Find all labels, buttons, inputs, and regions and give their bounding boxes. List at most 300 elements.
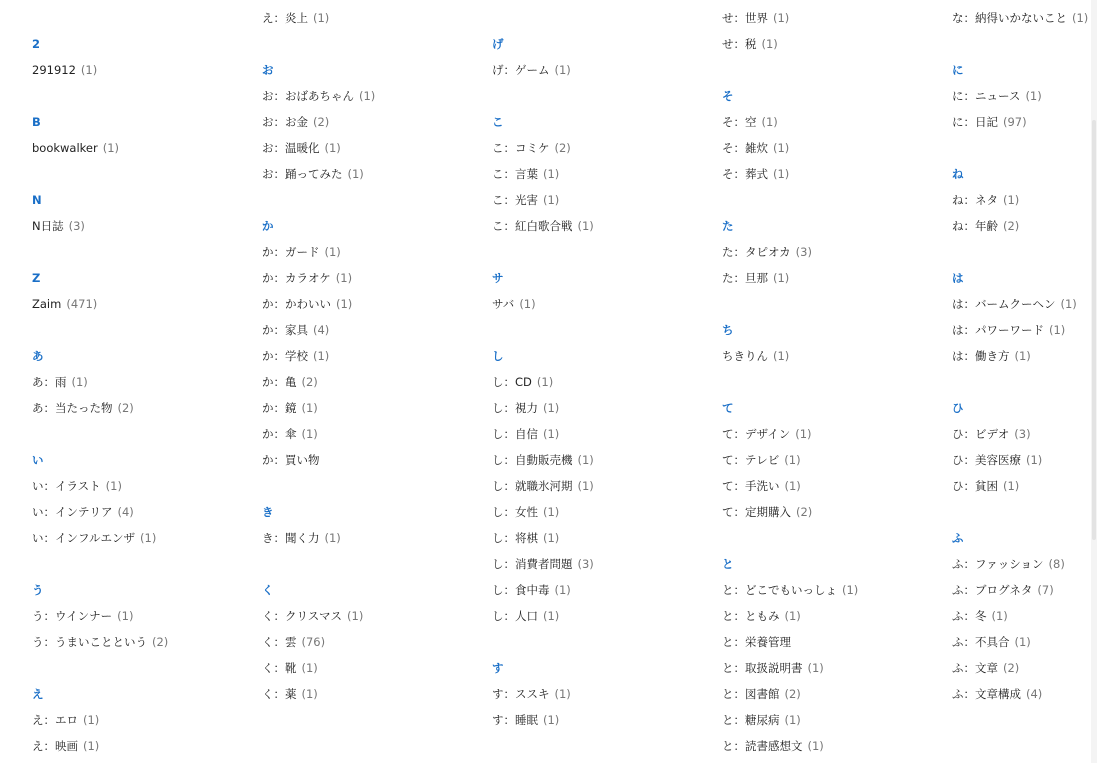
category-name: ふ：冬	[952, 609, 987, 623]
spacer	[722, 57, 952, 83]
category-link[interactable]	[722, 499, 952, 525]
category-name: あ：当たった物	[32, 401, 113, 415]
category-name: お：温暖化	[262, 141, 320, 155]
category-count: (1)	[543, 401, 560, 415]
category-link[interactable]	[722, 343, 952, 369]
category-name: ひ：ビデオ	[952, 427, 1010, 441]
category-link[interactable]	[32, 499, 262, 525]
category-name: か：カラオケ	[262, 271, 331, 285]
category-name: く：雲	[262, 635, 297, 649]
category-link[interactable]	[952, 213, 1097, 239]
category-link[interactable]	[952, 473, 1097, 499]
spacer	[952, 239, 1097, 265]
category-name: と：どこでもいっしょ	[722, 583, 837, 597]
category-name: こ：紅白歌合戦	[492, 219, 573, 233]
category-name: く：薬	[262, 687, 297, 701]
spacer	[952, 499, 1097, 525]
category-link[interactable]	[262, 317, 492, 343]
category-name: な：納得いかないこと	[952, 11, 1067, 25]
category-link[interactable]	[722, 5, 952, 31]
index-heading: し	[492, 349, 504, 363]
category-link[interactable]	[952, 577, 1097, 603]
category-name: た：タピオカ	[722, 245, 791, 259]
index-heading: 2	[32, 37, 41, 51]
category-name: は：バームクーヘン	[952, 297, 1056, 311]
category-link[interactable]	[952, 551, 1097, 577]
category-link[interactable]	[952, 187, 1097, 213]
index-heading: ち	[722, 323, 734, 337]
index-heading: う	[32, 583, 44, 597]
category-link[interactable]	[262, 421, 492, 447]
category-name: に：日記	[952, 115, 998, 129]
category-name: あ：雨	[32, 375, 67, 389]
category-count: (3)	[795, 245, 812, 259]
category-link[interactable]	[492, 473, 722, 499]
category-count: (2)	[1003, 219, 1020, 233]
category-link[interactable]	[952, 109, 1097, 135]
category-link[interactable]	[32, 291, 262, 317]
category-name: く：クリスマス	[262, 609, 343, 623]
category-name: こ：コミケ	[492, 141, 550, 155]
category-column	[722, 5, 952, 759]
category-name: そ：空	[722, 115, 757, 129]
spacer	[32, 317, 262, 343]
category-link[interactable]	[492, 291, 722, 317]
index-heading: い	[32, 453, 44, 467]
category-name: N日誌	[32, 219, 64, 233]
category-name: ね：年齢	[952, 219, 998, 233]
category-count: (1)	[807, 661, 824, 675]
index-heading: え	[32, 687, 44, 701]
category-count: (1)	[301, 401, 318, 415]
index-heading: す	[492, 661, 504, 675]
category-name: し：将棋	[492, 531, 538, 545]
category-link[interactable]	[32, 525, 262, 551]
category-count: (1)	[784, 609, 801, 623]
category-name: い：インテリア	[32, 505, 113, 519]
category-name: ちきりん	[722, 349, 768, 363]
spacer	[722, 525, 952, 551]
category-link[interactable]	[492, 525, 722, 551]
category-count: (1)	[324, 531, 341, 545]
category-count: (1)	[795, 427, 812, 441]
category-count: (1)	[543, 609, 560, 623]
category-name: し：視力	[492, 401, 538, 415]
category-count: (1)	[784, 479, 801, 493]
category-link[interactable]	[952, 421, 1097, 447]
category-name: く：靴	[262, 661, 297, 675]
category-link[interactable]	[722, 421, 952, 447]
category-count: (1)	[301, 687, 318, 701]
category-name: し：人口	[492, 609, 538, 623]
category-count: (1)	[543, 193, 560, 207]
category-name: ひ：貧困	[952, 479, 998, 493]
index-heading: Z	[32, 271, 41, 285]
category-name: bookwalker	[32, 141, 98, 155]
category-count: (1)	[1014, 635, 1031, 649]
category-link[interactable]	[262, 629, 492, 655]
category-link[interactable]	[262, 83, 492, 109]
category-link[interactable]	[492, 707, 722, 733]
index-heading: ひ	[952, 401, 964, 415]
index-heading: た	[722, 219, 734, 233]
category-name: し：自動販売機	[492, 453, 573, 467]
category-link[interactable]	[722, 31, 952, 57]
category-column	[32, 31, 262, 759]
spacer	[722, 291, 952, 317]
category-name: え：エロ	[32, 713, 78, 727]
category-link[interactable]	[722, 109, 952, 135]
category-count: (1)	[324, 245, 341, 259]
category-count: (1)	[1003, 193, 1020, 207]
category-count: (1)	[1072, 11, 1089, 25]
category-count: (1)	[536, 375, 554, 389]
category-link[interactable]	[32, 213, 262, 239]
category-name: せ：世界	[722, 11, 768, 25]
category-count: (1)	[773, 11, 790, 25]
spacer	[32, 239, 262, 265]
category-name: う：ウインナー	[32, 609, 113, 623]
index-heading: ふ	[952, 531, 964, 545]
category-link[interactable]	[722, 655, 952, 681]
category-count: (1)	[773, 167, 790, 181]
category-link[interactable]	[262, 109, 492, 135]
category-count: (1)	[543, 531, 560, 545]
index-heading: あ	[32, 349, 44, 363]
category-count: (4)	[117, 505, 134, 519]
category-link[interactable]	[952, 603, 1097, 629]
category-link[interactable]	[492, 499, 722, 525]
category-name: と：図書館	[722, 687, 780, 701]
category-link[interactable]	[952, 681, 1097, 707]
category-column	[492, 31, 722, 733]
category-name: ひ：美容医療	[952, 453, 1021, 467]
index-heading: ね	[952, 167, 964, 181]
category-name: ふ：不具合	[952, 635, 1010, 649]
spacer	[32, 655, 262, 681]
category-count: (1)	[117, 609, 134, 623]
category-name: ふ：文章構成	[952, 687, 1021, 701]
spacer	[492, 317, 722, 343]
category-name: し：就職氷河期	[492, 479, 573, 493]
category-name: ふ：ブログネタ	[952, 583, 1033, 597]
category-name: と：ともみ	[722, 609, 780, 623]
category-count: (1)	[347, 609, 364, 623]
category-count: (1)	[577, 479, 594, 493]
index-heading: に	[952, 63, 964, 77]
category-count: (1)	[807, 739, 824, 753]
category-name: い：インフルエンザ	[32, 531, 136, 545]
category-link[interactable]	[952, 447, 1097, 473]
category-name: え：映画	[32, 739, 78, 753]
category-count: (1)	[991, 609, 1008, 623]
category-count: (1)	[313, 349, 330, 363]
category-name: せ：税	[722, 37, 757, 51]
category-count: (1)	[335, 271, 353, 285]
category-name: か：傘	[262, 427, 297, 441]
index-heading: げ	[492, 37, 504, 51]
spacer	[32, 551, 262, 577]
index-heading: そ	[722, 89, 734, 103]
category-count: (1)	[313, 11, 330, 25]
spacer	[32, 421, 262, 447]
category-count: (1)	[577, 453, 594, 467]
category-name: ね：ネタ	[952, 193, 998, 207]
category-name: て：テレビ	[722, 453, 780, 467]
category-name: お：おばあちゃん	[262, 89, 354, 103]
category-name: か：かわいい	[262, 297, 331, 311]
category-link[interactable]	[492, 603, 722, 629]
category-link[interactable]	[952, 343, 1097, 369]
category-link[interactable]	[262, 603, 492, 629]
category-count: (1)	[577, 219, 594, 233]
category-link[interactable]	[492, 135, 722, 161]
category-link[interactable]	[492, 187, 722, 213]
category-name: す：ススキ	[492, 687, 550, 701]
category-count: (1)	[359, 89, 376, 103]
category-link[interactable]	[32, 707, 262, 733]
index-heading: て	[722, 401, 734, 415]
category-name: か：亀	[262, 375, 297, 389]
category-count: (7)	[1037, 583, 1054, 597]
category-count: (1)	[773, 141, 790, 155]
category-link[interactable]	[262, 135, 492, 161]
category-name: こ：言葉	[492, 167, 538, 181]
category-count: (3)	[1014, 427, 1031, 441]
category-link[interactable]	[32, 733, 262, 759]
category-count: (1)	[543, 713, 560, 727]
category-link[interactable]	[262, 265, 492, 291]
category-name: そ：葬式	[722, 167, 768, 181]
category-link[interactable]	[952, 629, 1097, 655]
category-name: と：取扱説明書	[722, 661, 803, 675]
category-count: (1)	[83, 713, 100, 727]
spacer	[492, 239, 722, 265]
category-link[interactable]	[32, 369, 262, 395]
category-link[interactable]	[952, 655, 1097, 681]
category-count: (2)	[301, 375, 318, 389]
category-link[interactable]	[262, 239, 492, 265]
category-count: (1)	[773, 349, 790, 363]
category-name: Zaim	[32, 297, 62, 311]
category-name: ふ：ファッション	[952, 557, 1044, 571]
category-name: に：ニュース	[952, 89, 1021, 103]
category-link[interactable]	[492, 681, 722, 707]
category-name: し：自信	[492, 427, 538, 441]
category-count: (2)	[313, 115, 330, 129]
category-link[interactable]	[262, 343, 492, 369]
category-count: (1)	[1003, 479, 1020, 493]
index-heading: く	[262, 583, 274, 597]
spacer	[262, 551, 492, 577]
category-count: (1)	[554, 583, 571, 597]
index-heading: こ	[492, 115, 504, 129]
category-name: か：買い物	[262, 453, 320, 467]
category-name: え：炎上	[262, 11, 308, 25]
spacer	[492, 83, 722, 109]
category-name: は：パワーワード	[952, 323, 1044, 337]
category-count: (1)	[1014, 349, 1031, 363]
category-count: (2)	[1003, 661, 1020, 675]
category-name: き：聞く力	[262, 531, 320, 545]
category-name: と：栄養管理	[722, 635, 791, 649]
category-name: い：イラスト	[32, 479, 101, 493]
category-count: (1)	[105, 479, 122, 493]
category-name: し：女性	[492, 505, 538, 519]
category-count: (1)	[543, 427, 560, 441]
category-name: ふ：文章	[952, 661, 998, 675]
category-link[interactable]	[32, 135, 262, 161]
category-link[interactable]	[262, 369, 492, 395]
category-count: (471)	[66, 297, 98, 311]
category-count: (1)	[83, 739, 100, 753]
category-count: (1)	[1049, 323, 1066, 337]
category-count: (1)	[761, 115, 778, 129]
category-link[interactable]	[492, 395, 722, 421]
spacer	[492, 629, 722, 655]
category-count: (4)	[1026, 687, 1043, 701]
category-count: (8)	[1048, 557, 1065, 571]
category-count: (2)	[117, 401, 134, 415]
category-name: て：デザイン	[722, 427, 791, 441]
category-link[interactable]	[952, 291, 1097, 317]
category-link[interactable]	[262, 5, 492, 31]
category-name: し：CD	[492, 375, 532, 389]
category-count: (2)	[152, 635, 169, 649]
category-link[interactable]	[722, 681, 952, 707]
index-heading: は	[952, 271, 964, 285]
category-count: (1)	[543, 505, 560, 519]
category-column	[952, 5, 1097, 707]
spacer	[952, 369, 1097, 395]
category-count: (1)	[1026, 453, 1043, 467]
category-name: か：家具	[262, 323, 308, 337]
category-name: お：踊ってみた	[262, 167, 343, 181]
category-count: (1)	[1060, 297, 1077, 311]
category-count: (1)	[301, 427, 318, 441]
category-link[interactable]	[32, 629, 262, 655]
category-link[interactable]	[722, 161, 952, 187]
category-count: (1)	[554, 63, 571, 77]
category-link[interactable]	[722, 473, 952, 499]
category-link[interactable]	[722, 447, 952, 473]
category-link[interactable]	[722, 733, 952, 759]
category-count: (97)	[1003, 115, 1027, 129]
category-count: (1)	[324, 141, 341, 155]
category-link[interactable]	[722, 239, 952, 265]
category-name: こ：光害	[492, 193, 538, 207]
category-count: (4)	[313, 323, 330, 337]
index-heading: B	[32, 115, 41, 129]
index-heading: か	[262, 219, 274, 233]
category-count: (1)	[784, 453, 801, 467]
category-count: (1)	[842, 583, 859, 597]
category-link[interactable]	[722, 603, 952, 629]
category-count: (1)	[1025, 89, 1042, 103]
category-count: (1)	[140, 531, 157, 545]
spacer	[262, 473, 492, 499]
category-link[interactable]	[262, 655, 492, 681]
scrollbar-thumb[interactable]	[1092, 120, 1096, 540]
category-count: (1)	[784, 713, 801, 727]
category-count: (1)	[773, 271, 790, 285]
category-name: か：鏡	[262, 401, 297, 415]
category-count: (2)	[796, 505, 813, 519]
category-link[interactable]	[32, 473, 262, 499]
category-link[interactable]	[722, 629, 952, 655]
category-link[interactable]	[722, 577, 952, 603]
category-column	[262, 5, 492, 707]
category-name: お：お金	[262, 115, 308, 129]
category-link[interactable]	[492, 421, 722, 447]
category-count: (76)	[301, 635, 326, 649]
category-link[interactable]	[32, 395, 262, 421]
index-heading: と	[722, 557, 734, 571]
category-link[interactable]	[262, 291, 492, 317]
category-count: (1)	[554, 687, 571, 701]
category-name: 291912	[32, 63, 76, 77]
category-link[interactable]	[492, 57, 722, 83]
category-link[interactable]	[262, 681, 492, 707]
category-link[interactable]	[492, 551, 722, 577]
category-count: (1)	[543, 167, 560, 181]
category-link[interactable]	[262, 161, 492, 187]
category-name: と：糖尿病	[722, 713, 780, 727]
category-link[interactable]	[492, 213, 722, 239]
index-heading: お	[262, 63, 274, 77]
category-link[interactable]	[722, 135, 952, 161]
category-name: げ：ゲーム	[492, 63, 550, 77]
category-name: し：消費者問題	[492, 557, 573, 571]
index-heading: サ	[492, 271, 504, 285]
spacer	[952, 31, 1097, 57]
category-link[interactable]	[492, 369, 722, 395]
spacer	[722, 369, 952, 395]
category-name: す：睡眠	[492, 713, 538, 727]
category-link[interactable]	[492, 577, 722, 603]
category-link[interactable]	[722, 265, 952, 291]
spacer	[262, 187, 492, 213]
category-link[interactable]	[952, 317, 1097, 343]
category-name: し：食中毒	[492, 583, 550, 597]
category-link[interactable]	[32, 603, 262, 629]
category-count: (1)	[336, 297, 353, 311]
spacer	[722, 187, 952, 213]
category-link[interactable]	[722, 707, 952, 733]
category-count: (1)	[301, 661, 318, 675]
category-link[interactable]	[952, 83, 1097, 109]
category-count: (1)	[519, 297, 536, 311]
category-link[interactable]	[492, 161, 722, 187]
category-count: (1)	[761, 37, 778, 51]
category-link[interactable]	[262, 525, 492, 551]
category-name: そ：雑炊	[722, 141, 768, 155]
spacer	[952, 135, 1097, 161]
category-name: た：旦那	[722, 271, 768, 285]
category-name: て：定期購入	[722, 505, 791, 519]
category-link[interactable]	[492, 447, 722, 473]
category-link[interactable]	[262, 447, 492, 473]
category-link[interactable]	[262, 395, 492, 421]
category-count: (2)	[784, 687, 801, 701]
category-count: (1)	[80, 63, 98, 77]
category-count: (3)	[68, 219, 85, 233]
category-name: か：学校	[262, 349, 308, 363]
category-count: (1)	[102, 141, 120, 155]
vertical-scrollbar[interactable]	[1091, 0, 1097, 763]
category-link[interactable]	[952, 5, 1097, 31]
category-link[interactable]	[32, 57, 262, 83]
